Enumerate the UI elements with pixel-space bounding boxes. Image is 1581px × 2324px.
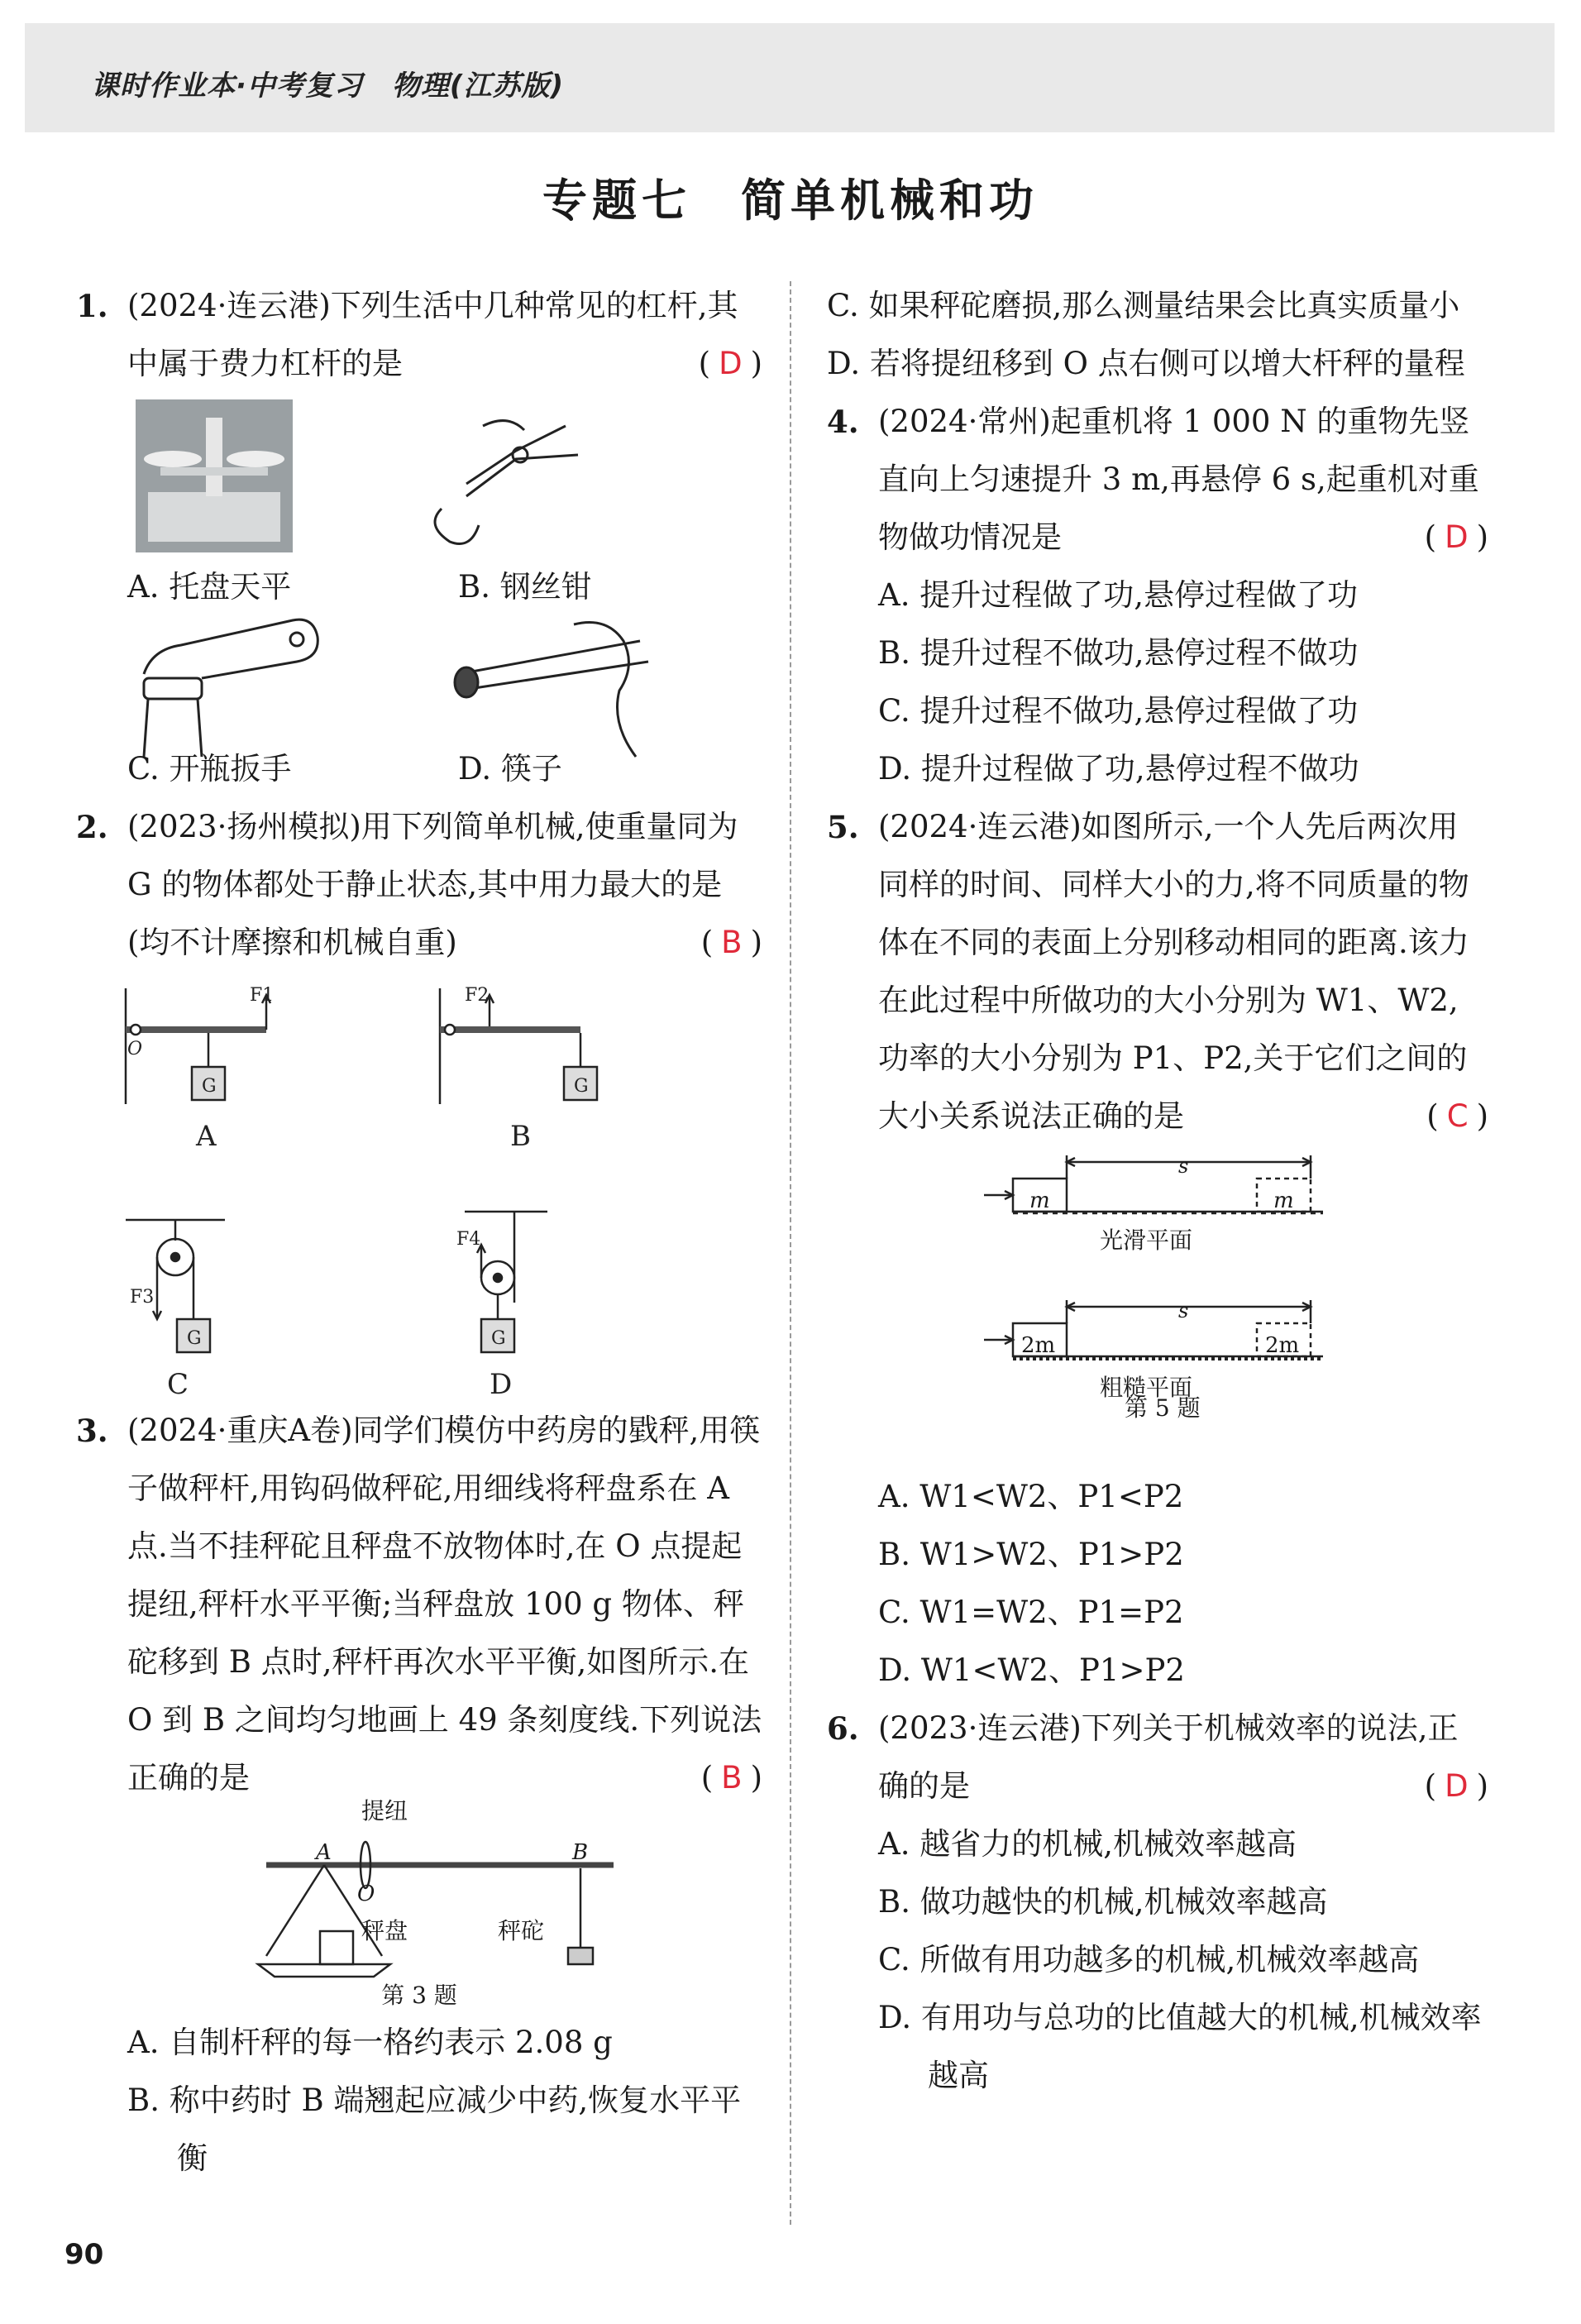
answer-value: B (721, 925, 743, 960)
option-a: A. 托盘天平 (127, 569, 292, 605)
question-number: 3. (76, 1413, 108, 1449)
mass-2m-label: 2m (1021, 1333, 1056, 1358)
weight-label: G (202, 1076, 217, 1097)
question-5 (827, 798, 1488, 1145)
answer-bracket: ( D ) (1424, 1768, 1488, 1804)
question-stem: (2024·常州)起重机将 1 000 N 的重物先竖直向上匀速提升 3 m,再悬停 6 s,起重机对重物做功情况是 (878, 404, 1479, 555)
question-stem: (2023·连云港)下列关于机械效率的说法,正确的是 (878, 1710, 1459, 1804)
weight-label: G (491, 1328, 506, 1349)
fig-label-c: C (167, 1368, 189, 1401)
pan-label: 秤盘 (361, 1917, 408, 1944)
answer-value: D (719, 346, 743, 381)
option-a: A. W1<W2、P1<P2 (878, 1479, 1184, 1514)
balance-image (136, 399, 293, 552)
question-stem: (2024·连云港)下列生活中几种常见的杠杆,其中属于费力杠杆的是 (127, 288, 738, 381)
force-f1-label: F1 (250, 985, 275, 1006)
page-header (25, 23, 1555, 132)
force-f4-label: F4 (456, 1229, 481, 1250)
question-number: 4. (827, 404, 859, 440)
distance-label: s (1178, 1299, 1189, 1322)
option-b: B. 钢丝钳 (458, 569, 592, 605)
mass-2m-label: 2m (1265, 1333, 1300, 1358)
question-stem: (2023·扬州模拟)用下列简单机械,使重量同为 G 的物体都处于静止状态,其中用力最大的是(均不计摩擦和机械自重) (127, 809, 738, 960)
option-c: C. 提升过程不做功,悬停过程做了功 (878, 693, 1359, 729)
q3-figure (76, 1797, 762, 2014)
answer-value: B (721, 1760, 743, 1796)
question-6 (827, 1700, 1488, 1815)
answer-value: C (1446, 1098, 1469, 1134)
figure-caption: 第 3 题 (381, 1982, 457, 2009)
question-3 (76, 1402, 762, 1807)
pivot-label: O (127, 1039, 143, 1059)
answer-value: D (1445, 519, 1469, 555)
question-number: 5. (827, 809, 859, 845)
point-a-label: A (316, 1840, 332, 1865)
force-f2-label: F2 (465, 985, 490, 1006)
left-column (76, 277, 762, 2188)
fig-label-b: B (510, 1120, 531, 1153)
option-c: C. W1=W2、P1=P2 (878, 1595, 1184, 1630)
distance-label: s (1178, 1155, 1189, 1178)
page-title: 专题七 简单机械和功 (542, 175, 1039, 227)
question-number: 1. (76, 288, 108, 324)
force-f3-label: F3 (130, 1287, 155, 1308)
q1-figure (127, 393, 762, 798)
option-c: C. 所做有用功越多的机械,机械效率越高 (878, 1942, 1420, 1977)
option-c: C. 如果秤砣磨损,那么测量结果会比真实质量小 (827, 288, 1460, 323)
fig-label-d: D (490, 1368, 513, 1401)
q2-figure (117, 972, 762, 1402)
question-4 (827, 393, 1488, 567)
option-a: A. 自制杆秤的每一格约表示 2.08 g (127, 2025, 613, 2060)
option-b: B. W1>W2、P1>P2 (878, 1537, 1184, 1572)
question-number: 6. (827, 1710, 859, 1747)
q2-diagrams (117, 972, 696, 1402)
chopsticks-image (455, 623, 648, 758)
smooth-surface-label: 光滑平面 (1100, 1227, 1193, 1254)
page-number: 90 (64, 2238, 104, 2271)
answer-bracket: ( B ) (700, 925, 762, 960)
question-1 (76, 277, 762, 393)
answer-bracket: ( D ) (698, 346, 762, 381)
mass-m-label: m (1029, 1188, 1050, 1213)
q5-figure (827, 1145, 1488, 1468)
lever-a (126, 988, 270, 1104)
question-stem: (2024·连云港)如图所示,一个人先后两次用同样的时间、同样大小的力,将不同质量的物体在不同的表面上分别移动相同的距离.该力在此过程中所做功的大小分别为 W1、W2,功率的大小分别为 P1、P2,关于它们之间的大小关系说法正确的是 (878, 809, 1469, 1134)
option-b: B. 做功越快的机械,机械效率越高 (878, 1884, 1328, 1920)
option-d: D. W1<W2、P1>P2 (878, 1652, 1185, 1688)
point-o-label: O (357, 1882, 375, 1906)
knob-label: 提纽 (361, 1797, 408, 1824)
option-d: D. 提升过程做了功,悬停过程不做功 (878, 751, 1359, 787)
weight-label: G (187, 1328, 202, 1349)
option-d: D. 筷子 (458, 751, 562, 787)
answer-value: D (1445, 1768, 1469, 1804)
header-text: 课时作业本·中考复习 物理(江苏版) (91, 69, 564, 103)
rough-surface-label: 粗糙平面 (1100, 1374, 1193, 1401)
point-b-label: B (572, 1840, 589, 1865)
option-b: B. 称中药时 B 端翘起应减少中药,恢复水平平衡 (127, 2083, 742, 2176)
mass-m-label: m (1273, 1188, 1294, 1213)
figure-caption: 第 5 题 (1125, 1394, 1201, 1422)
weight-label: G (574, 1076, 589, 1097)
option-d: D. 若将提纽移到 O 点右侧可以增大杆秤的量程 (827, 346, 1465, 381)
answer-bracket: ( D ) (1424, 519, 1488, 555)
question-2 (76, 798, 762, 972)
option-a: A. 提升过程做了功,悬停过程做了功 (878, 577, 1359, 613)
right-column (827, 277, 1488, 2105)
option-c: C. 开瓶扳手 (127, 751, 292, 787)
fig-label-a: A (196, 1120, 217, 1153)
answer-bracket: ( C ) (1426, 1098, 1488, 1134)
sliding-weight-label: 秤砣 (498, 1917, 545, 1944)
option-b: B. 提升过程不做功,悬停过程不做功 (878, 635, 1359, 671)
question-stem: (2024·重庆A卷)同学们模仿中药房的戥秤,用筷子做秤杆,用钩码做秤砣,用细线将秤盘系在 A 点.当不挂秤砣且秤盘不放物体时,在 O 点提起提纽,秤杆水平平衡;当秤盘放 100 g 物体、秤砣移到 B 点时,秤杆再次水平平衡,如图所示.在 O 到 B 之间均匀地画上 49 条刻度线.下列说法正确的是 (127, 1413, 762, 1796)
pulley-c (126, 1220, 225, 1352)
pliers-image (435, 421, 578, 544)
question-number: 2. (76, 809, 108, 845)
option-a: A. 越省力的机械,机械效率越高 (878, 1826, 1297, 1862)
option-d: D. 有用功与总功的比值越大的机械,机械效率越高 (878, 2000, 1482, 2093)
bottle-opener-image (144, 619, 318, 757)
answer-bracket: ( B ) (700, 1760, 762, 1796)
column-divider (790, 281, 791, 2225)
